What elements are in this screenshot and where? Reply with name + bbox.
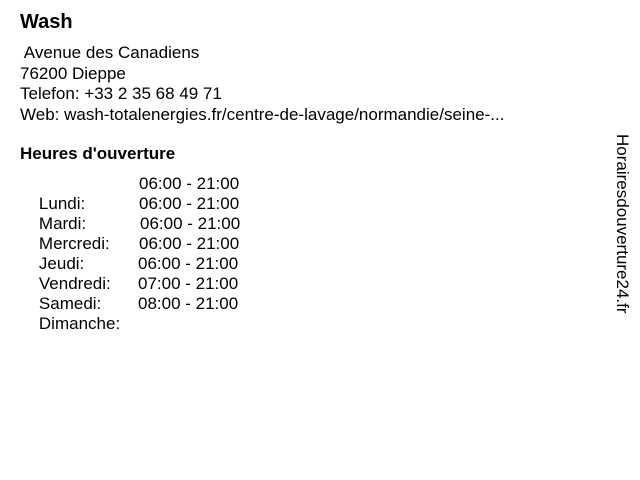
time-range: 06:00 - 21:00 <box>140 214 241 233</box>
day-label: Mardi: <box>38 214 87 233</box>
website-line <box>20 105 504 126</box>
day-label: Mercredi: <box>38 234 110 253</box>
hours-row-monday <box>20 174 240 213</box>
opening-hours-list <box>20 174 241 333</box>
postal-city: 76200 Dieppe <box>20 63 126 83</box>
website-label: Web: <box>20 104 65 124</box>
hours-row-wednesday <box>20 214 241 253</box>
time-range: 06:00 - 21:00 <box>139 194 240 213</box>
time-range: 06:00 - 21:00 <box>139 234 240 253</box>
hours-row-tuesday <box>20 194 240 233</box>
opening-hours-heading: Heures d'ouverture <box>20 144 176 163</box>
time-range: 06:00 - 21:00 <box>138 254 239 273</box>
site-watermark: Horairesdouverture24.fr <box>613 134 632 314</box>
hours-row-sunday <box>20 294 239 333</box>
day-label: Samedi: <box>38 294 102 313</box>
business-name: Wash <box>20 11 73 33</box>
day-label: Vendredi: <box>38 274 111 293</box>
time-range: 08:00 - 21:00 <box>138 294 239 313</box>
day-label: Dimanche: <box>38 314 121 333</box>
street-address: Avenue des Canadiens <box>20 43 200 62</box>
day-label: Jeudi: <box>38 254 85 273</box>
website-link[interactable]: wash-totalenergies.fr/centre-de-lavage/normandie/seine-... <box>64 104 505 124</box>
day-label: Lundi: <box>38 194 86 213</box>
time-range: 07:00 - 21:00 <box>138 274 239 293</box>
hours-row-thursday <box>20 234 240 273</box>
business-address <box>20 43 504 125</box>
phone-number: Telefon: +33 2 35 68 49 71 <box>20 84 222 103</box>
time-range: 06:00 - 21:00 <box>139 174 240 193</box>
